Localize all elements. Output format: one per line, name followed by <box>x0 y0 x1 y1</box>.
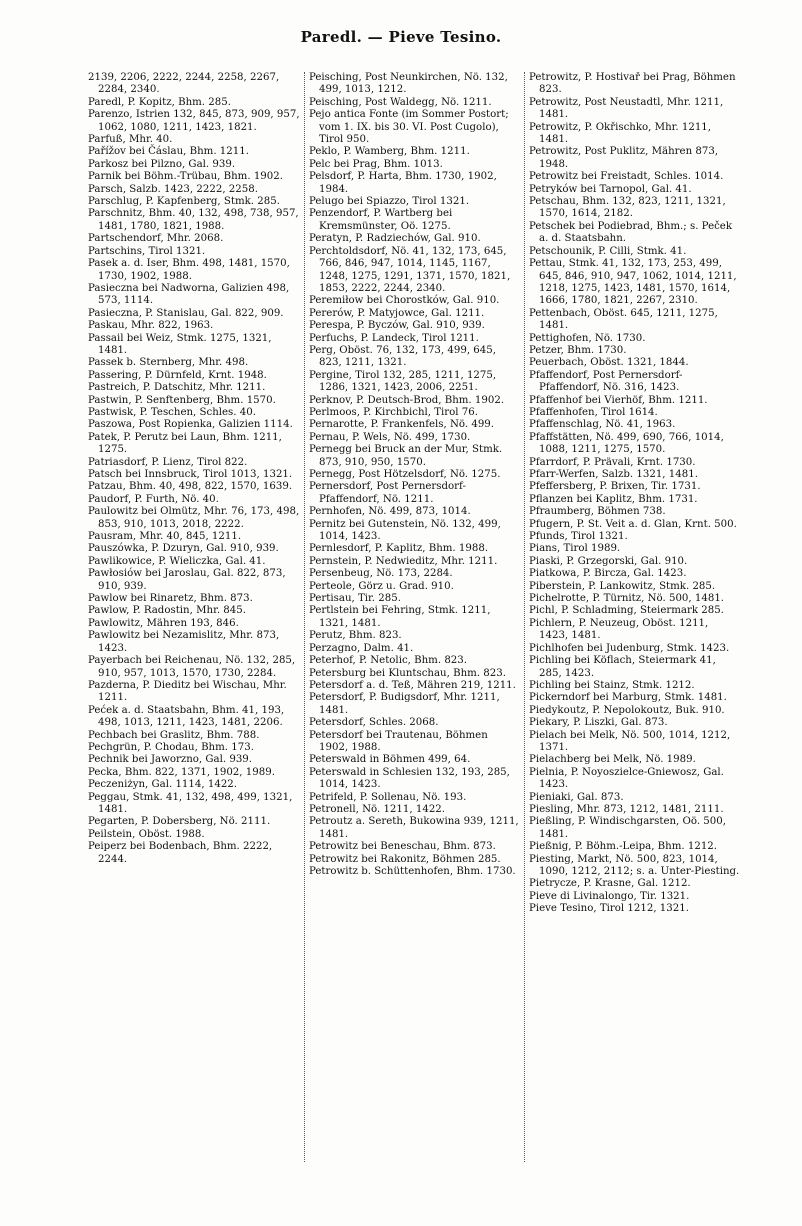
directory-entry: Payerbach bei Reichenau, Nö. 132, 285, 910, 957, 1013, 1570, 1730, 2284. <box>88 655 296 679</box>
directory-entry: Pastwisk, P. Teschen, Schles. 40. <box>88 406 256 418</box>
directory-entry: Paredl, P. Kopitz, Bhm. 285. <box>88 96 231 108</box>
directory-entry: Peuerbach, Oböst. 1321, 1844. <box>529 357 689 369</box>
directory-entry: Pichling bei Köflach, Steiermark 41, 285, 1423. <box>529 655 716 679</box>
directory-entry: Pfeffersberg, P. Brixen, Tir. 1731. <box>529 481 701 493</box>
directory-entry: Pichling bei Stainz, Stmk. 1212. <box>529 679 695 691</box>
directory-entry: Patek, P. Perutz bei Laun, Bhm. 1211, 1275. <box>88 431 282 456</box>
directory-entry: Pertlstein bei Fehring, Stmk. 1211, 1321, 1481. <box>309 605 491 629</box>
directory-entry: Pawlikowice, P. Wieliczka, Gal. 41. <box>88 555 266 567</box>
directory-entry: Petersdorf bei Trautenau, Böhmen 1902, 1988. <box>309 729 488 753</box>
directory-entry: Perzagno, Dalm. 41. <box>309 642 414 654</box>
directory-entry: Pejo antica Fonte (im Sommer Postort; vom 1. IX. bis 30. VI. Post Cugolo), Tirol 950. <box>309 109 509 146</box>
directory-entry: Pechbach bei Graslitz, Bhm. 788. <box>88 729 260 741</box>
directory-entry: Petrowitz bei Rakonitz, Böhmen 285. <box>309 853 501 865</box>
directory-entry: Perknov, P. Deutsch-Brod, Bhm. 1902. <box>309 394 505 406</box>
directory-entry: Petrowitz, Post Neustadtl, Mhr. 1211, 1481. <box>529 96 724 121</box>
directory-entry: Peilstein, Oböst. 1988. <box>88 828 205 840</box>
page-header: Paredl. — Pieve Tesino. <box>300 28 502 46</box>
directory-entry: Persenbeug, Nö. 173, 2284. <box>309 568 453 580</box>
directory-entry: Pernarotte, P. Frankenfels, Nö. 499. <box>309 419 495 431</box>
directory-entry: Peklo, P. Wamberg, Bhm. 1211. <box>309 146 470 158</box>
directory-entry: Pererów, P. Matyjowce, Gal. 1211. <box>309 307 485 319</box>
directory-entry: Passek b. Sternberg, Mhr. 498. <box>88 357 249 369</box>
directory-entry: Pielachberg bei Melk, Nö. 1989. <box>529 754 696 766</box>
directory-entry: Petrowitz, Post Puklitz, Mähren 873, 1948. <box>529 146 719 170</box>
directory-entry: Petzer, Bhm. 1730. <box>529 344 627 356</box>
column-right <box>524 72 744 1162</box>
directory-entry: Paszowa, Post Ropienka, Galizien 1114. <box>88 419 293 431</box>
directory-entry: Passail bei Weiz, Stmk. 1275, 1321, 1481. <box>88 332 272 356</box>
directory-entry: Pechnik bei Jaworzno, Gal. 939. <box>88 754 253 766</box>
directory-entry: Paudorf, P. Furth, Nö. 40. <box>88 493 219 505</box>
directory-entry: Parnik bei Böhm.-Trübau, Bhm. 1902. <box>88 171 283 183</box>
directory-entry: Perespa, P. Byczów, Gal. 910, 939. <box>309 320 485 332</box>
directory-entry: Pařížov bei Čáslau, Bhm. 1211. <box>88 146 249 158</box>
directory-entry: Pfaffenhofen, Tirol 1614. <box>529 406 658 418</box>
directory-entry: Pielach bei Melk, Nö. 500, 1014, 1212, 1371. <box>529 729 731 753</box>
directory-entry: Petersdorf, Schles. 2068. <box>309 717 439 729</box>
directory-entry: Pfaffenschlag, Nö. 41, 1963. <box>529 419 676 431</box>
directory-entry: Pfarr-Werfen, Salzb. 1321, 1481. <box>529 469 698 480</box>
directory-entry: Pichlhofen bei Judenburg, Stmk. 1423. <box>529 642 730 654</box>
directory-entry: Pieve Tesino, Tirol 1212, 1321. <box>529 903 689 915</box>
directory-entry: Pfugern, P. St. Veit a. d. Glan, Krnt. 500. <box>529 518 737 530</box>
directory-entry: Piesting, Markt, Nö. 500, 823, 1014, 1090, 1212, 2112; s. a. Unter-Piesting. <box>529 853 740 877</box>
directory-entry: Pasieczna, P. Stanislau, Gal. 822, 909. <box>88 307 284 319</box>
directory-entry: Penzendorf, P. Wartberg bei Kremsmünster, Oö. 1275. <box>309 208 453 232</box>
directory-entry: Pians, Tirol 1989. <box>529 543 621 555</box>
directory-entry: Perlmoos, P. Kirchbichl, Tirol 76. <box>309 406 478 418</box>
directory-entry: Piesling, Mhr. 873, 1212, 1481, 2111. <box>529 803 724 815</box>
directory-entry: Pausram, Mhr. 40, 845, 1211. <box>88 531 242 543</box>
directory-entry: Pawlow bei Rinaretz, Bhm. 873. <box>88 593 253 605</box>
directory-entry: Peterswald in Schlesien 132, 193, 285, 1014, 1423. <box>309 766 510 791</box>
directory-entry: Parschnitz, Bhm. 40, 132, 498, 738, 957, 1481, 1780, 1821, 1988. <box>88 208 299 232</box>
directory-entry: Pfraumberg, Böhmen 738. <box>529 506 666 518</box>
directory-entry: Paskau, Mhr. 822, 1963. <box>88 320 214 332</box>
directory-entry: Pecka, Bhm. 822, 1371, 1902, 1989. <box>88 766 275 778</box>
directory-entry: Petryków bei Tarnopol, Gal. 41. <box>529 183 692 195</box>
directory-entry: Partschendorf, Mhr. 2068. <box>88 233 224 245</box>
directory-entry: Pießling, P. Windischgarsten, Oö. 500, 1481. <box>529 816 726 840</box>
directory-entry: Pernitz bei Gutenstein, Nö. 132, 499, 1014, 1423. <box>309 518 501 543</box>
directory-entry: Pegarten, P. Dobersberg, Nö. 2111. <box>88 816 271 828</box>
directory-entry: Perfuchs, P. Landeck, Tirol 1211. <box>309 332 479 344</box>
directory-entry: Patzau, Bhm. 40, 498, 822, 1570, 1639. <box>88 481 293 493</box>
directory-entry: Pelc bei Prag, Bhm. 1013. <box>309 158 443 170</box>
directory-entry: Parkosz bei Pilzno, Gal. 939. <box>88 158 236 170</box>
directory-entry: Pastreich, P. Datschitz, Mhr. 1211. <box>88 382 266 394</box>
directory-entry: Patriasdorf, P. Lienz, Tirol 822. <box>88 456 248 468</box>
directory-entry: Petschounik, P. Cilli, Stmk. 41. <box>529 245 687 257</box>
directory-entry: Piekary, P. Liszki, Gal. 873. <box>529 717 668 729</box>
directory-entry: Pfunds, Tirol 1321. <box>529 531 628 543</box>
directory-entry: Perchtoldsdorf, Nö. 41, 132, 173, 645, 766, 846, 947, 1014, 1145, 1167, 1248, 1275, 1291, 1371, 1570, 1821, 1853, 2222, 2244, 2340. <box>309 245 511 294</box>
directory-entry: Pertisau, Tir. 285. <box>309 593 401 605</box>
directory-entry: Piatkowa, P. Bircza, Gal. 1423. <box>529 568 687 580</box>
directory-entry: Pernegg bei Bruck an der Mur, Stmk. 873, 910, 950, 1570. <box>309 444 503 468</box>
column-left <box>84 72 304 1162</box>
directory-entry: Peiperz bei Bodenbach, Bhm. 2222, 2244. <box>88 841 273 865</box>
directory-entry: Petrowitz, P. Hostivař bei Prag, Böhmen 823. <box>529 72 736 96</box>
column-middle <box>304 72 524 1162</box>
directory-entry: Paulowitz bei Olmütz, Mhr. 76, 173, 498, 853, 910, 1013, 2018, 2222. <box>88 506 300 530</box>
directory-entry: Pawlowitz bei Nezamislitz, Mhr. 873, 1423. <box>88 630 280 654</box>
directory-entry: Pawłosiów bei Jaroslau, Gal. 822, 873, 910, 939. <box>88 568 286 592</box>
directory-entry: Piaski, P. Grzegorski, Gal. 910. <box>529 555 688 567</box>
directory-entry: Pawlowitz, Mähren 193, 846. <box>88 617 239 629</box>
directory-entry: Pechgrün, P. Chodau, Bhm. 173. <box>88 741 254 753</box>
directory-entry: Petrifeld, P. Sollenau, Nö. 193. <box>309 791 467 803</box>
directory-entry: Parfuß, Mhr. 40. <box>88 134 173 146</box>
directory-entry: Pflanzen bei Kaplitz, Bhm. 1731. <box>529 493 698 505</box>
directory-entry: Perteole, Görz u. Grad. 910. <box>309 580 454 592</box>
directory-entry: Pauszówka, P. Dzuryn, Gal. 910, 939. <box>88 543 279 555</box>
directory-entry: Pettau, Stmk. 41, 132, 173, 253, 499, 645, 846, 910, 947, 1062, 1014, 1211, 1218, 1275, 1423, 1481, 1570, 1614, 1666, 1780, 1821, 2267, 2310. <box>529 258 737 307</box>
directory-entry: Pettighofen, Nö. 1730. <box>529 332 646 344</box>
directory-entry: Pasieczna bei Nadworna, Galizien 498, 573, 1114. <box>88 282 290 307</box>
directory-entry: 2139, 2206, 2222, 2244, 2258, 2267, 2284, 2340. <box>88 72 280 96</box>
directory-entry: Petrowitz, P. Okřischko, Mhr. 1211, 1481. <box>529 121 712 146</box>
directory-entry: Pawlow, P. Radostin, Mhr. 845. <box>88 605 246 617</box>
directory-entry: Pichelrotte, P. Türnitz, Nö. 500, 1481. <box>529 593 725 605</box>
directory-entry: Pernhofen, Nö. 499, 873, 1014. <box>309 506 471 518</box>
directory-entry: Pfarrdorf, P. Prävali, Krnt. 1730. <box>529 456 696 468</box>
directory-entry: Pfaffenhof bei Vierhöf, Bhm. 1211. <box>529 394 708 406</box>
directory-entry: Pazderna, P. Dieditz bei Wischau, Mhr. 1211. <box>88 679 287 704</box>
directory-entry: Pernlesdorf, P. Kaplitz, Bhm. 1988. <box>309 543 489 555</box>
directory-entry: Pielnia, P. Noyoszielce-Gniewosz, Gal. 1423. <box>529 766 724 791</box>
entry-columns <box>84 72 744 1162</box>
directory-entry: Peremiłow bei Chorostków, Gal. 910. <box>309 295 500 307</box>
directory-entry: Petrowitz bei Beneschau, Bhm. 873. <box>309 841 496 853</box>
directory-entry: Passering, P. Dürnfeld, Krnt. 1948. <box>88 369 267 381</box>
directory-entry: Petersdorf, P. Budigsdorf, Mhr. 1211, 1481. <box>309 692 500 716</box>
directory-entry: Pieve di Livinalongo, Tir. 1321. <box>529 890 690 902</box>
directory-entry: Pfaffendorf, Post Pernersdorf-Pfaffendorf, Nö. 316, 1423. <box>529 369 683 394</box>
directory-entry: Patsch bei Innsbruck, Tirol 1013, 1321. <box>88 469 293 480</box>
directory-entry: Pelugo bei Spiazzo, Tirol 1321. <box>309 196 470 208</box>
directory-entry: Petschau, Bhm. 132, 823, 1211, 1321, 1570, 1614, 2182. <box>529 196 726 220</box>
directory-entry: Peisching, Post Neunkirchen, Nö. 132, 499, 1013, 1212. <box>309 72 508 96</box>
directory-entry: Petrowitz b. Schüttenhofen, Bhm. 1730. <box>309 866 516 877</box>
directory-entry: Pernegg, Post Hötzelsdorf, Nö. 1275. <box>309 469 501 480</box>
directory-entry: Pfaffstätten, Nö. 499, 690, 766, 1014, 1088, 1211, 1275, 1570. <box>529 431 724 456</box>
directory-entry: Pießnig, P. Böhm.-Leipa, Bhm. 1212. <box>529 841 718 853</box>
directory-entry: Pelsdorf, P. Harta, Bhm. 1730, 1902, 1984. <box>309 171 497 195</box>
directory-entry: Peisching, Post Waldegg, Nö. 1211. <box>309 96 492 108</box>
directory-entry: Peczeniżyn, Gal. 1114, 1422. <box>88 779 238 791</box>
directory-entry: Petroutz a. Sereth, Bukowina 939, 1211, 1481. <box>309 816 519 840</box>
directory-entry: Perutz, Bhm. 823. <box>309 630 402 642</box>
directory-entry: Partschins, Tirol 1321. <box>88 245 206 257</box>
directory-entry: Petrowitz bei Freistadt, Schles. 1014. <box>529 171 724 183</box>
directory-entry: Pernersdorf, Post Pernersdorf-Pfaffendorf, Nö. 1211. <box>309 481 466 505</box>
directory-entry: Peggau, Stmk. 41, 132, 498, 499, 1321, 1481. <box>88 791 293 815</box>
directory-entry: Pieniaki, Gal. 873. <box>529 791 624 803</box>
directory-entry: Peterswald in Böhmen 499, 64. <box>309 754 471 766</box>
directory-entry: Pietrycze, P. Krasne, Gal. 1212. <box>529 878 691 890</box>
directory-entry: Piberstein, P. Lankowitz, Stmk. 285. <box>529 580 716 592</box>
directory-entry: Pasek a. d. Iser, Bhm. 498, 1481, 1570, 1730, 1902, 1988. <box>88 258 290 282</box>
directory-entry: Parsch, Salzb. 1423, 2222, 2258. <box>88 183 258 195</box>
directory-entry: Petschek bei Podiebrad, Bhm.; s. Peček a. d. Staatsbahn. <box>529 220 733 245</box>
directory-entry: Petronell, Nö. 1211, 1422. <box>309 803 446 815</box>
directory-entry: Petersburg bei Kluntschau, Bhm. 823. <box>309 667 506 679</box>
directory-entry: Pernau, P. Wels, Nö. 499, 1730. <box>309 431 471 443</box>
directory-entry: Parschlug, P. Kapfenberg, Stmk. 285. <box>88 196 280 208</box>
directory-entry: Petersdorf a. d. Teß, Mähren 219, 1211. <box>309 679 516 691</box>
directory-entry: Pichl, P. Schladming, Steiermark 285. <box>529 605 724 617</box>
directory-entry: Pichlern, P. Neuzeug, Oböst. 1211, 1423, 1481. <box>529 617 709 642</box>
directory-entry: Pećek a. d. Staatsbahn, Bhm. 41, 193, 498, 1013, 1211, 1423, 1481, 2206. <box>88 704 285 729</box>
directory-entry: Piedykoutz, P. Nepolokoutz, Buk. 910. <box>529 704 725 716</box>
directory-entry: Peterhof, P. Netolic, Bhm. 823. <box>309 655 467 667</box>
directory-entry: Pettenbach, Oböst. 645, 1211, 1275, 1481. <box>529 307 718 332</box>
directory-entry: Perg, Oböst. 76, 132, 173, 499, 645, 823, 1211, 1321. <box>309 344 496 369</box>
directory-entry: Parenzo, Istrien 132, 845, 873, 909, 957, 1062, 1080, 1211, 1423, 1821. <box>88 109 300 133</box>
directory-entry: Pickerndorf bei Marburg, Stmk. 1481. <box>529 692 727 704</box>
directory-entry: Pastwin, P. Senftenberg, Bhm. 1570. <box>88 394 276 406</box>
directory-entry: Pernstein, P. Nedwieditz, Mhr. 1211. <box>309 555 498 567</box>
directory-entry: Peratyn, P. Radziechów, Gal. 910. <box>309 233 481 245</box>
directory-entry: Pergine, Tirol 132, 285, 1211, 1275, 1286, 1321, 1423, 2006, 2251. <box>309 369 497 394</box>
